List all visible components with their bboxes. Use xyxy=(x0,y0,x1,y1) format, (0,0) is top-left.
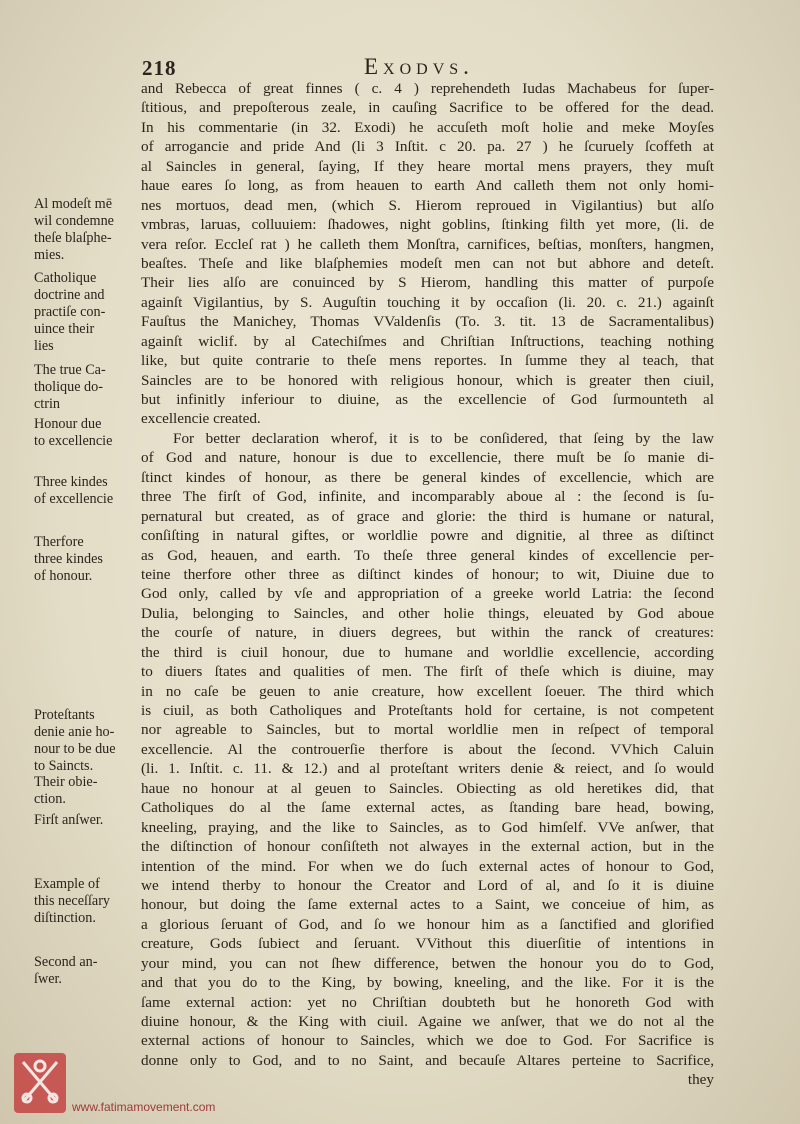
margin-note-line: Example of xyxy=(34,876,100,892)
text-line: to diuers ſtates and qualities of men. The firſt of theſe which is diuine, may xyxy=(141,663,714,681)
text-line: pernatural but created, as of grace and glorie: the third is humane or natural, xyxy=(141,507,714,525)
margin-note-line: lies xyxy=(34,338,54,354)
text-line: honour, but doing the ſame external actes to a Saint, we conceiue of him, as xyxy=(141,896,714,914)
text-line: diuine honour, & the King with ciuil. Againe we anſwer, that we do not al the xyxy=(141,1013,714,1030)
text-line: ſtitious, and prepoſterous zeale, in cauſing Sacrifice to be offered for the dead. xyxy=(141,99,714,117)
text-line: Saincles are to be honored with religious honour, which is greater then ciuil, xyxy=(141,371,714,389)
margin-note-line: Catholique xyxy=(34,270,97,286)
text-line: of God and nature, honour is due to excellencie, there muſt be ſo manie di- xyxy=(141,449,714,467)
margin-note-line: of excellencie xyxy=(34,491,114,507)
text-line: and that you do to the King, by bowing, kneeling, and the like. For it is the xyxy=(141,974,714,992)
margin-note-line: ctrin xyxy=(34,396,60,412)
text-line: againſt Vigilantius, by S. Auguſtin touching it by occaſion (li. 20. c. 21.) againſt xyxy=(141,293,714,311)
text-line: Fauſtus the Manichey, Thomas VValdenſis (To. 3. tit. 13 de Sacramentalibus) xyxy=(141,313,714,331)
papal-emblem-logo xyxy=(13,1052,67,1114)
margin-note-line: denie anie ho- xyxy=(34,724,115,740)
margin-note xyxy=(34,954,138,988)
text-line: the third is ciuil honour, due to humane and worldlie excellencie, according xyxy=(141,643,714,661)
margin-note-line: The true Ca- xyxy=(34,362,106,378)
margin-note xyxy=(34,774,138,808)
text-line: kneeling, praying, and the like to Saincles, as to God himſelf. VVe anſwer, that xyxy=(141,818,714,836)
text-line: the courſe of nature, in diuers degrees, but within the ranck of creatures: xyxy=(141,624,714,642)
margin-note-line: practiſe con- xyxy=(34,304,106,320)
margin-note-line: nour to be due xyxy=(34,741,116,757)
page-number: 218 xyxy=(142,56,177,80)
margin-note-line: Firſt anſwer. xyxy=(34,812,104,828)
text-line: Catholiques do al the ſame external actes, as ſtanding bare head, bowing, xyxy=(141,799,714,817)
text-line: (li. 1. Inſtit. c. 11. & 12.) and al proteſtant writers denie & reiect, and ſo would xyxy=(141,760,714,778)
text-line: of arrogancie and pride And (li 3 Inſtit. c 20. pa. 27 ) he ſcuruely ſcoffeth at xyxy=(141,138,714,156)
text-line: but infinitly inferiour to diuine, as the excellencie of God ſurmounteth al xyxy=(141,391,714,408)
margin-note-line: this neceſſary xyxy=(34,893,111,909)
margin-note-line: wil condemne xyxy=(34,213,114,229)
margin-note xyxy=(34,812,138,829)
text-line: teine therfore other three as diſtinct kindes of honour; to wit, Diuine due to xyxy=(141,565,714,583)
text-line: al Saincles in general, ſaying, If they heare mortal mens prayers, they muſt xyxy=(141,157,714,175)
text-line: the diſtinction of honour conſiſteth not alwayes in the external action, but in the xyxy=(141,838,714,856)
text-line: ſtinct kindes of honour, as there be general kindes of excellencie, which are xyxy=(141,468,714,486)
margin-note-line: Three kindes xyxy=(34,474,108,490)
text-line: external actions of honour to Saincles, which we doe to God. For Sacrifice is xyxy=(141,1032,714,1050)
text-line: like, but quite contrarie to theſe mens reportes. In ſumme they al teach, that xyxy=(141,352,714,370)
margin-note xyxy=(34,416,138,450)
text-line: conſiſting in natural giftes, or worldlie powre and dignitie, al three as diſtinct xyxy=(141,527,714,545)
margin-note-line: doctrine and xyxy=(34,287,105,303)
margin-note-line: ſwer. xyxy=(34,971,62,987)
page-header xyxy=(0,52,800,82)
margin-note-line: Therfore xyxy=(34,534,84,550)
margin-note xyxy=(34,707,138,775)
margin-note-line: Their obie- xyxy=(34,774,98,790)
margin-note-line: to excellencie xyxy=(34,433,113,449)
text-line: donne only to God, and to no Saint, and becauſe Altares perteine to Sacrifice, xyxy=(141,1051,714,1069)
text-line: a glorious ſeruant of God, and ſo we honour him as a ſanctified and glorified xyxy=(141,915,714,933)
margin-note xyxy=(34,270,138,355)
text-line: Dulia, belonging to Saincles, and other holie things, eleuated by God aboue xyxy=(141,604,714,622)
text-line: your mind, you can not ſhew difference, betwen the honour you do to God, xyxy=(141,954,714,972)
margin-note-line: uince their xyxy=(34,321,95,337)
text-line: intention of the mind. For when we do ſuch external actes of honour to God, xyxy=(141,857,714,875)
text-line: excellencie created. xyxy=(141,410,261,428)
margin-note-line: three kindes xyxy=(34,551,103,567)
margin-note-line: Second an- xyxy=(34,954,98,970)
footer-url[interactable]: www.fatimamovement.com xyxy=(72,1100,216,1114)
margin-note xyxy=(34,534,138,585)
text-line: In his commentarie (in 32. Exodi) he accuſeth moſt holie and meke Moyſes xyxy=(141,118,714,136)
body-text xyxy=(141,79,714,1090)
text-line: creature, Gods ſubiect and ſeruant. VVithout this diuerſitie of intentions in xyxy=(141,935,714,953)
margin-note-line: Proteſtants xyxy=(34,707,95,723)
margin-note-line: theſe blaſphe- xyxy=(34,230,112,246)
margin-note-line: diſtinction. xyxy=(34,910,96,926)
text-line: beaſtes. Theſe and like blaſphemies modeſt men can not but abhore and deteſt. xyxy=(141,254,714,272)
text-line: vmbras, laruas, colluuiem: ſhadowes, night goblins, ſtinking filth yet more, (li. de xyxy=(141,216,714,234)
text-line: haue eares ſo long, as from heauen to earth And calleth them not only homi- xyxy=(141,177,714,195)
text-line: nes mortuos, dead men, (which S. Hierom reproued in Vigilantius) but alſo xyxy=(141,196,714,214)
text-line: they xyxy=(687,1071,714,1089)
margin-note-line: to Saincts. xyxy=(34,758,94,774)
margin-note-line: Honour due xyxy=(34,416,102,432)
margin-note xyxy=(34,876,138,927)
text-line: three The firſt of God, infinite, and incomparably aboue al : the ſecond is ſu- xyxy=(141,488,714,506)
margin-note xyxy=(34,474,138,508)
margin-note-line: tholique do- xyxy=(34,379,103,395)
margin-note xyxy=(34,196,138,264)
text-line: haue no honour at al geuen to Saincles. Obiecting as old heretikes did, that xyxy=(141,779,714,797)
text-line: nor agreable to Saincles, but to mortal worldlie men in reſpect of temporal xyxy=(141,721,714,739)
running-title: Exodvs. xyxy=(364,54,474,79)
text-line: as God, heauen, and earth. To theſe three general kindes of excellencie per- xyxy=(141,546,714,564)
text-line: againſt wiclif. by al Catechiſmes and Chriſtian Inſtructions, teaching nothing xyxy=(141,332,714,350)
text-line: God only, called by vſe and appropriation of a greeke world Latria: the ſecond xyxy=(141,585,714,603)
text-line: excellencie. Al the controuerſie therfore is about the ſecond. VVhich Caluin xyxy=(141,740,714,758)
margin-note-line: mies. xyxy=(34,247,65,263)
text-line: ſame external action: yet no Chriſtian doubteth but he honoreth God with xyxy=(141,993,714,1011)
text-line: in no caſe be geuen to anie creature, how excellent ſoeuer. The third which xyxy=(141,682,714,700)
margin-note-line: of honour. xyxy=(34,568,93,584)
text-line: and Rebecca of great finnes ( c. 4 ) reprehendeth Iudas Machabeus for ſuper- xyxy=(141,80,714,97)
margin-note xyxy=(34,362,138,413)
margin-note-line: ction. xyxy=(34,791,66,807)
text-line: Their lies alſo are conuinced by S Hierom, handling this matter of purpoſe xyxy=(141,274,714,292)
text-line: For better declaration wherof, it is to be conſidered, that ſeing by the law xyxy=(173,429,714,447)
text-line: is ciuil, as both Catholiques and Proteſtants hold for certaine, is not competent xyxy=(141,702,714,719)
margin-note-line: Al modeſt mē xyxy=(34,196,113,212)
text-line: vera reſor. Eccleſ rat ) he calleth them Monſtra, carnifices, beſtias, monſters, hangmen, xyxy=(141,235,714,253)
text-line: we intend therby to honour the Creator and Lord of al, and ſo it is diuine xyxy=(141,876,714,894)
